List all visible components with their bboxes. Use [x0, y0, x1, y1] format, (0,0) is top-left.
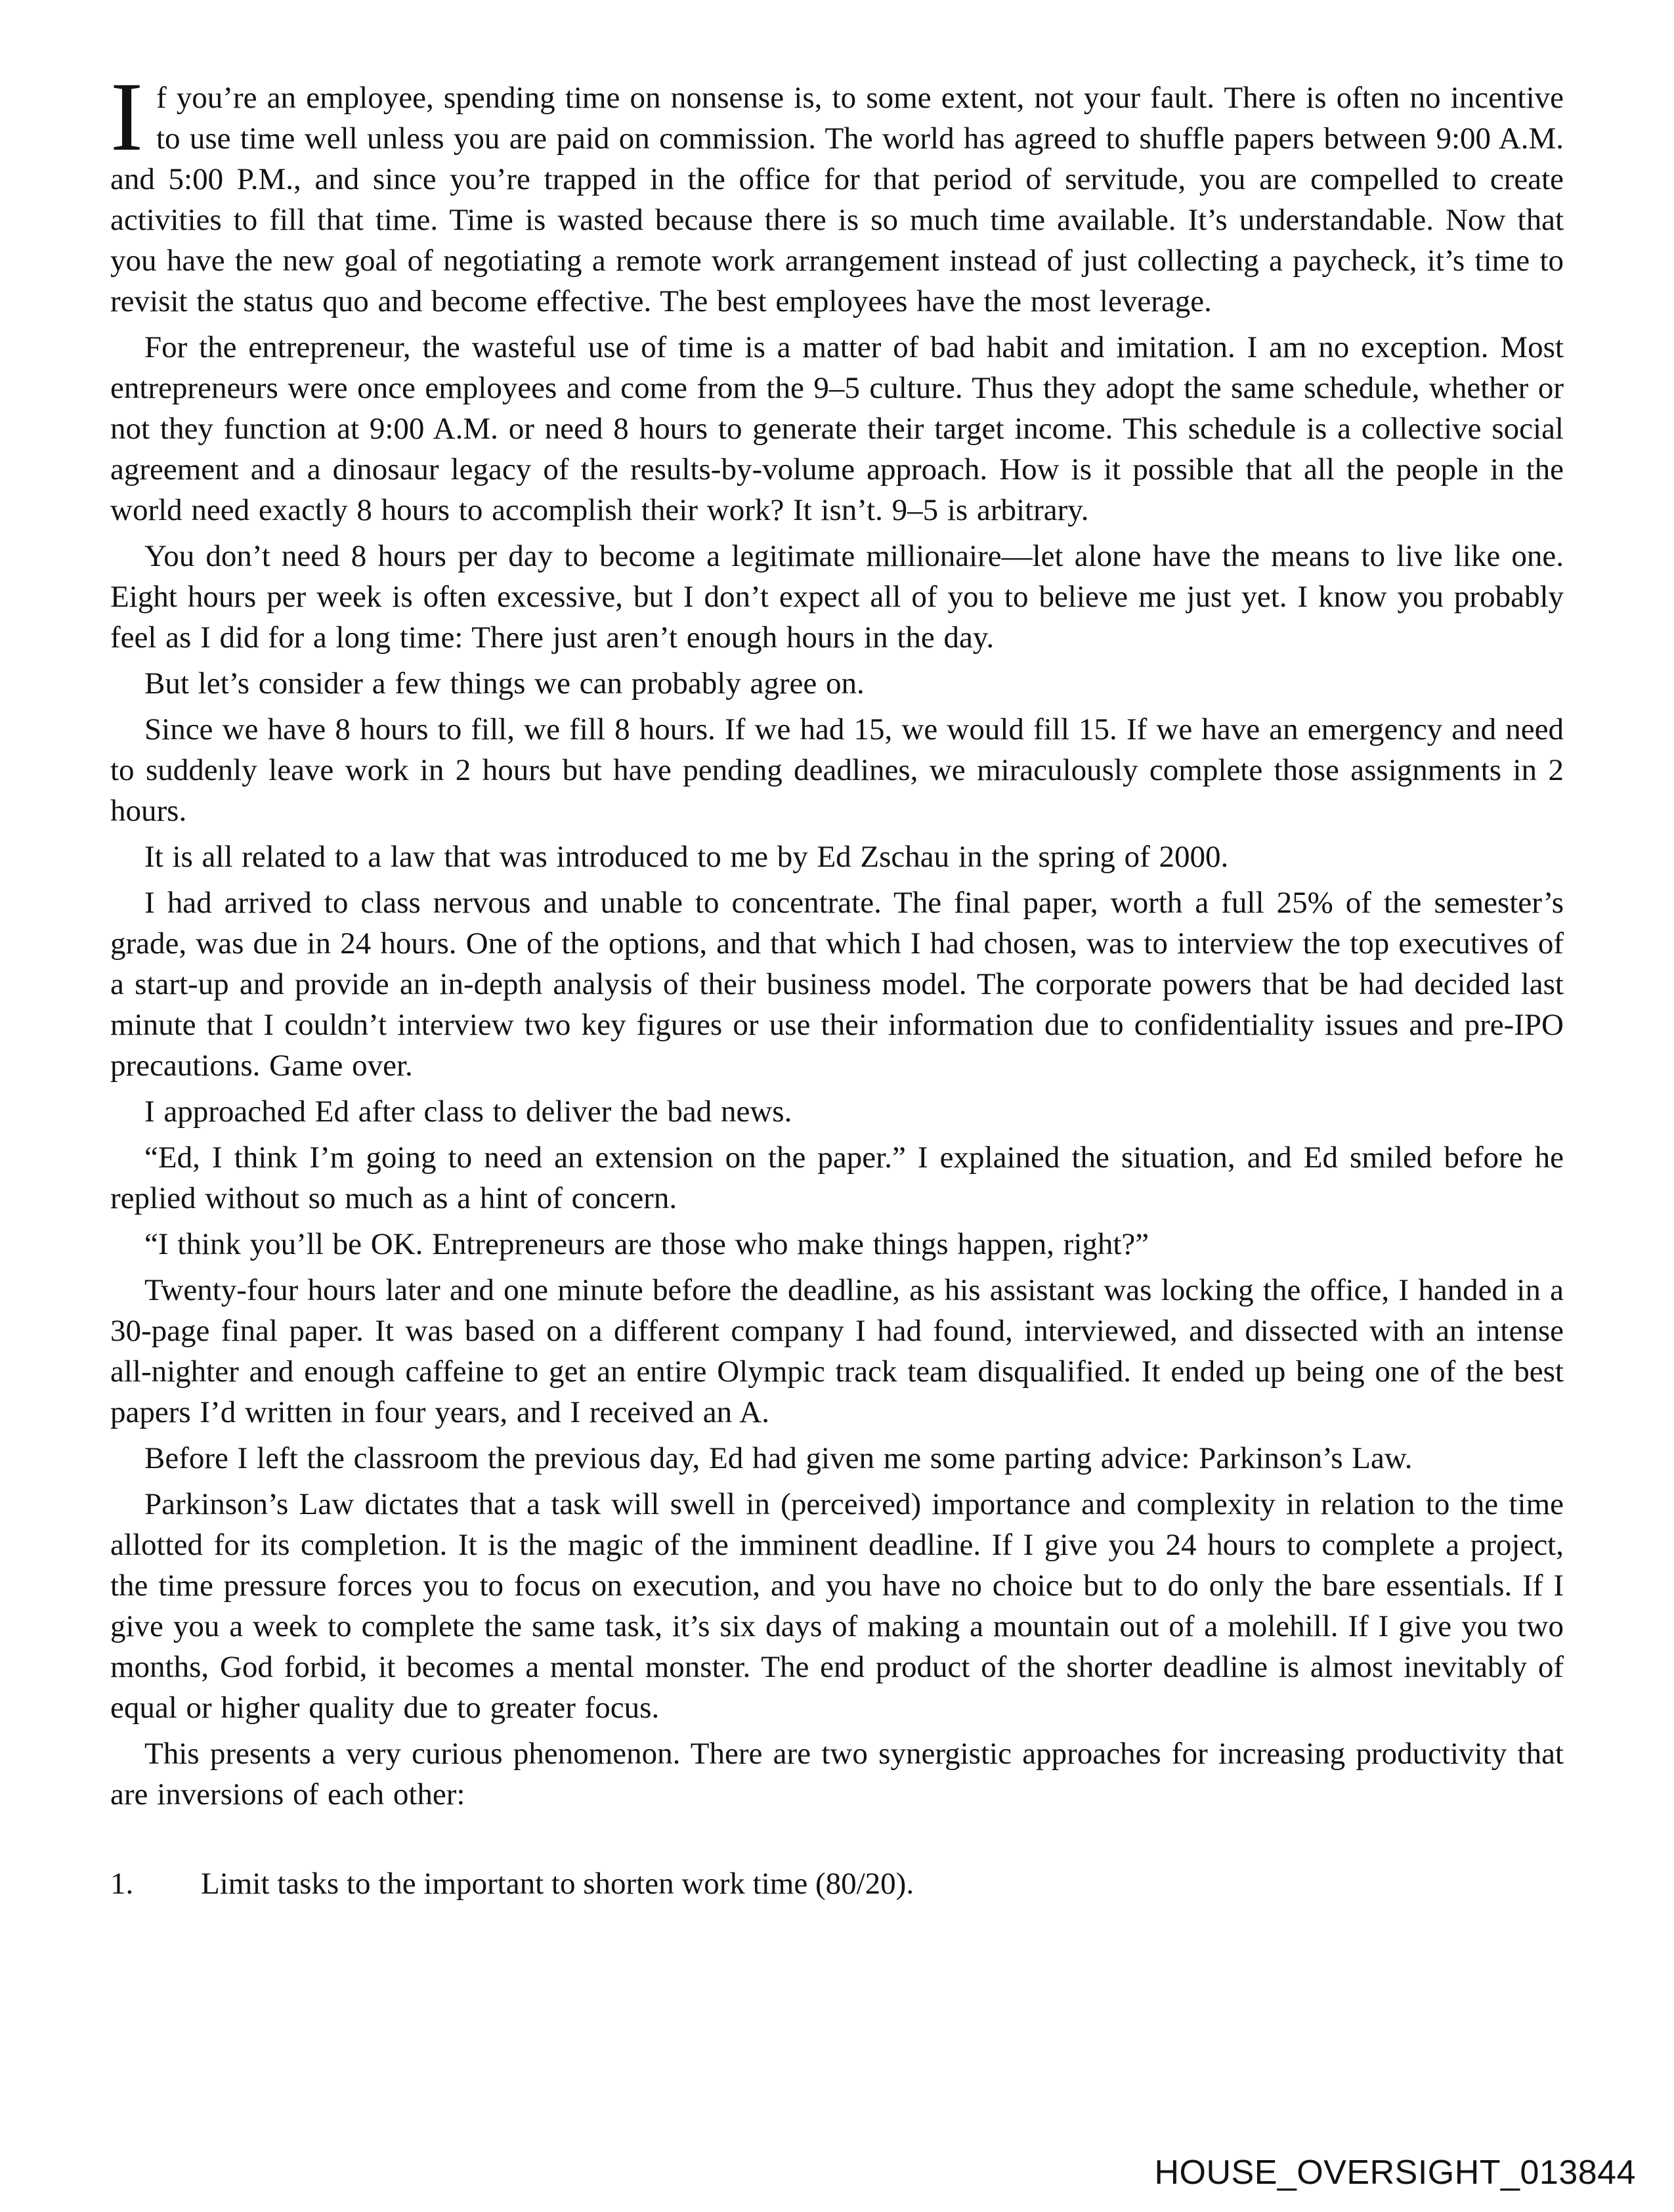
paragraph: Twenty-four hours later and one minute before the deadline, as his assistant was locking the office, I handed in a 30-page final paper. It was based on a different company I had found, interviewed, and dissected with an intense all-nighter and enough caffeine to get an entire Olympic track team disqualified. It ended up being one of the best papers I’d written in four years, and I received an A.	[110, 1273, 1564, 1429]
list-item-text: Limit tasks to the important to shorten work time (80/20).	[201, 1867, 914, 1901]
drop-cap: I	[110, 62, 143, 171]
paragraph-first	[110, 62, 1564, 322]
paragraph: Before I left the classroom the previous day, Ed had given me some parting advice: Parkinson’s Law.	[144, 1441, 1413, 1475]
bates-number: HOUSE_OVERSIGHT_013844	[1154, 2154, 1636, 2192]
paragraph: Parkinson’s Law dictates that a task will swell in (perceived) importance and complexity in relation to the time allotted for its completion. It is the magic of the imminent deadline. If I give you 24 hours to complete a project, the time pressure forces you to focus on execution, and you have no choice but to do only the bare essentials. If I give you a week to complete the same task, it’s six days of making a mountain out of a molehill. If I give you two months, God forbid, it becomes a mental monster. The end product of the shorter deadline is almost inevitably of equal or higher quality due to greater focus.	[110, 1487, 1564, 1725]
paragraph: It is all related to a law that was introduced to me by Ed Zschau in the spring of 2000.	[144, 840, 1229, 874]
paragraph: For the entrepreneur, the wasteful use of time is a matter of bad habit and imitation. I am no exception. Most entrepreneurs were once employees and come from the 9–5 culture. Thus they adopt the same schedule, whether or not they function at 9:00 A.M. or need 8 hours to generate their target income. This schedule is a collective social agreement and a dinosaur legacy of the results-by-volume approach. How is it possible that all the people in the world need exactly 8 hours to accomplish their work? It isn’t. 9–5 is arbitrary.	[110, 330, 1564, 527]
paragraph: Since we have 8 hours to fill, we fill 8 hours. If we had 15, we would fill 15. If we have an emergency and need to suddenly leave work in 2 hours but have pending deadlines, we miraculously complete those assignments in 2 hours.	[110, 712, 1564, 828]
paragraph: I approached Ed after class to deliver the bad news.	[144, 1095, 792, 1129]
paragraph-first-text: f you’re an employee, spending time on nonsense is, to some extent, not your fault. There is often no incentive to use time well unless you are paid on commission. The world has agreed to shuffle papers between 9:00 A.M. and 5:00 P.M., and since you’re trapped in the office for that period of servitude, you are compelled to create activities to fill that time. Time is wasted because there is so much time available. It’s understandable. Now that you have the new goal of negotiating a remote work arrangement instead of just collecting a paycheck, it’s time to revisit the status quo and become effective. The best employees have the most leverage.	[110, 81, 1564, 318]
paragraph: But let’s consider a few things we can probably agree on.	[144, 666, 865, 701]
paragraph: I had arrived to class nervous and unable to concentrate. The final paper, worth a full 25% of the semester’s grade, was due in 24 hours. One of the options, and that which I had chosen, was to interview the top executives of a start-up and provide an in-depth analysis of their business model. The corporate powers that be had decided last minute that I couldn’t interview two key figures or use their information due to confidentiality issues and pre-IPO precautions. Game over.	[110, 886, 1564, 1083]
paragraph: This presents a very curious phenomenon. There are two synergistic approaches for increasing productivity that are inversions of each other:	[110, 1737, 1564, 1811]
list-item-number: 1.	[110, 1867, 134, 1901]
numbered-list-item	[110, 1863, 1564, 1904]
paragraph: “Ed, I think I’m going to need an extension on the paper.” I explained the situation, and Ed smiled before he replied without so much as a hint of concern.	[110, 1140, 1564, 1215]
paragraph: “I think you’ll be OK. Entrepreneurs are those who make things happen, right?”	[144, 1227, 1149, 1261]
paragraph: You don’t need 8 hours per day to become a legitimate millionaire—let alone have the means to live like one. Eight hours per week is often excessive, but I don’t expect all of you to believe me just yet. I know you probably feel as I did for a long time: There just aren’t enough hours in the day.	[110, 539, 1564, 655]
